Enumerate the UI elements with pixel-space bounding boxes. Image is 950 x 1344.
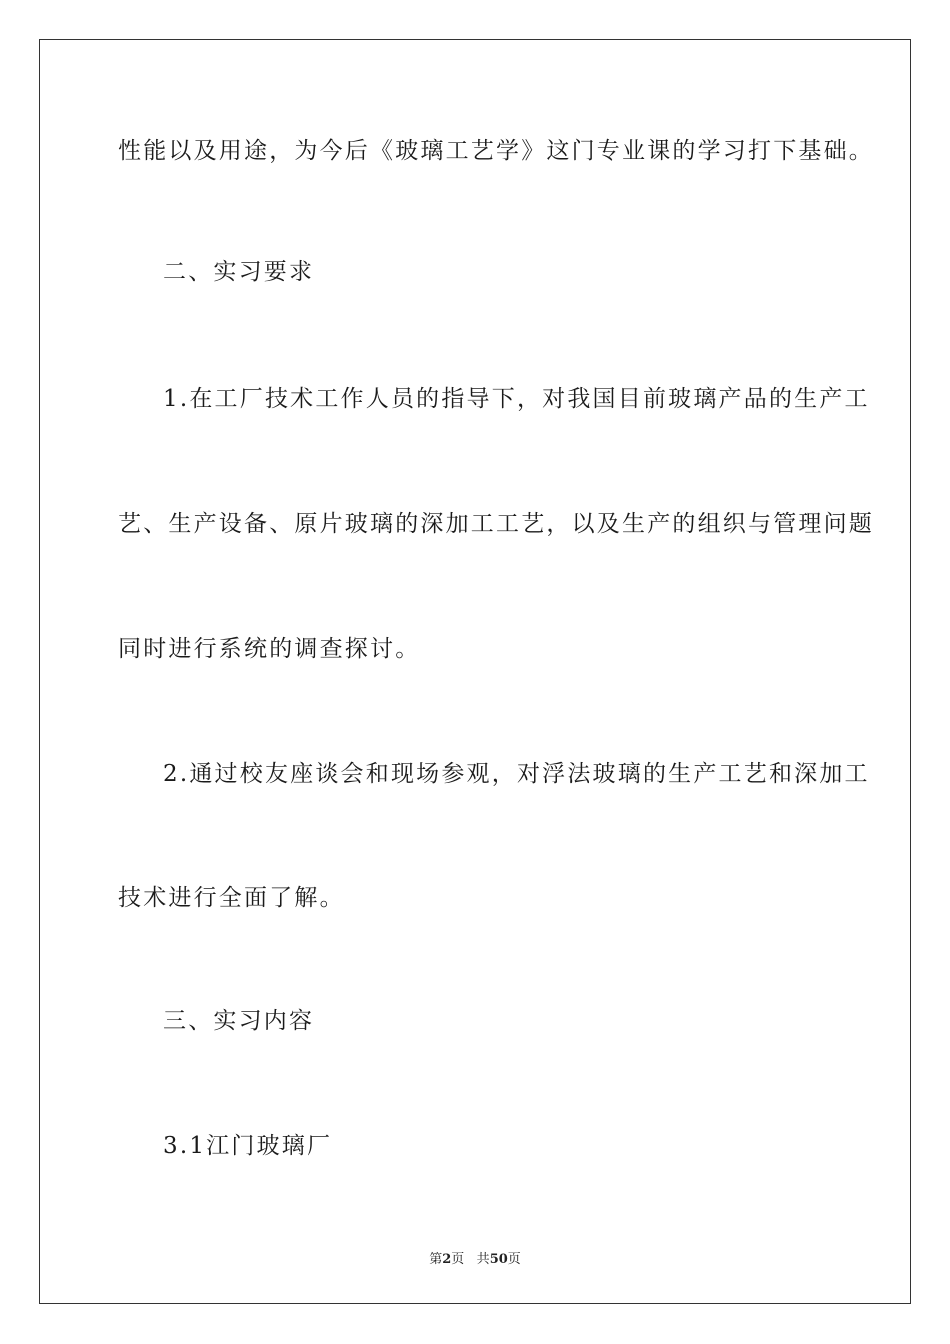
body-text-line: 性能以及用途，为今后《玻璃工艺学》这门专业课的学习打下基础。 (118, 138, 874, 164)
page-border (39, 39, 911, 1304)
footer-page-suffix: 页 (451, 1252, 465, 1267)
section-heading: 三、实习内容 (163, 1008, 315, 1034)
body-text-line: 艺、生产设备、原片玻璃的深加工工艺，以及生产的组织与管理问题 (118, 511, 874, 537)
footer-prefix: 第 (429, 1252, 443, 1267)
subsection-heading: 3.1江门玻璃厂 (163, 1133, 333, 1159)
page-footer (0, 1248, 950, 1267)
body-text-line: 同时进行系统的调查探讨。 (118, 636, 421, 662)
body-text-line: 技术进行全面了解。 (118, 885, 345, 911)
body-text-line: 2.通过校友座谈会和现场参观，对浮法玻璃的生产工艺和深加工 (163, 761, 870, 787)
body-text-line: 1.在工厂技术工作人员的指导下，对我国目前玻璃产品的生产工 (163, 386, 870, 412)
footer-total-prefix: 共 (476, 1252, 490, 1267)
total-pages: 50 (489, 1252, 508, 1267)
section-heading: 二、实习要求 (163, 259, 315, 285)
page-number: 2 (442, 1252, 452, 1267)
footer-total-suffix: 页 (507, 1252, 521, 1267)
